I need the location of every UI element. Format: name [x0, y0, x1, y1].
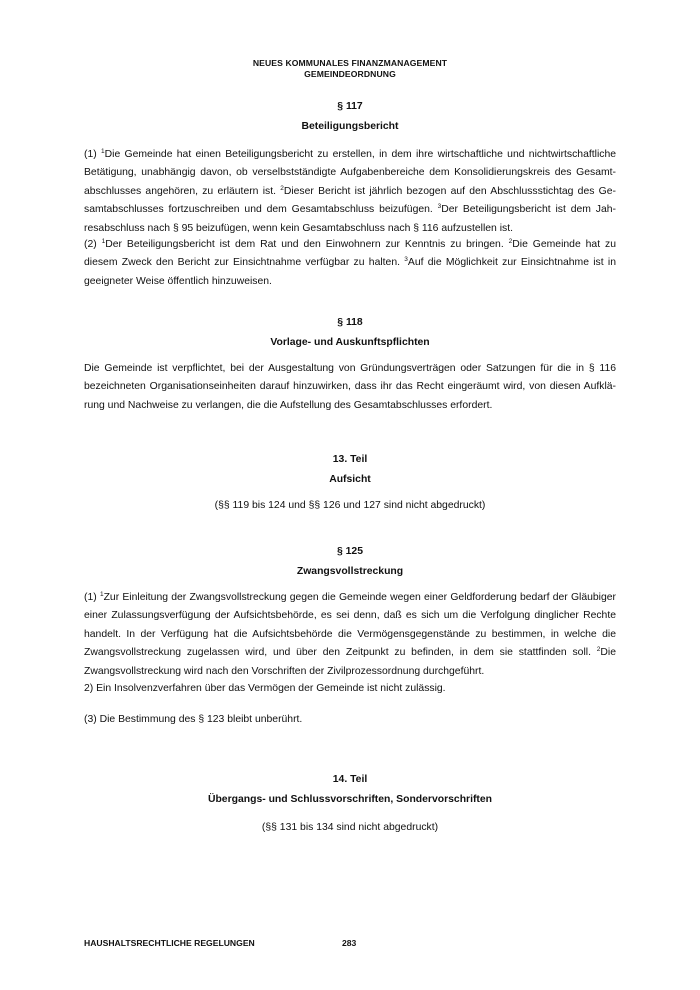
sentence-number: 3: [404, 256, 408, 264]
section-125-paragraph-3: (3) Die Bestimmung des § 123 bleibt unberührt.: [84, 714, 303, 725]
part-14-omission-note: (§§ 131 bis 134 sind nicht abgedruckt): [261, 822, 439, 833]
section-number: § 125: [336, 546, 363, 557]
paragraph-number: (1): [84, 149, 102, 160]
part-14-heading: [0, 770, 700, 810]
paragraph-number: (2): [84, 239, 102, 250]
part-number: 14. Teil: [332, 774, 368, 785]
sentence-number: 2: [508, 238, 513, 245]
running-footer-title: HAUSHALTSRECHTLICHE REGELUNGEN: [84, 938, 255, 948]
page-number: 283: [342, 938, 357, 948]
part-13-heading: [0, 450, 700, 490]
sentence-text: Dieser Bericht ist jährlich bezogen auf den Abschlussstichtag des Gesamtabschlusses fortzuschreiben und dem Gesamtabschluss beizufügen.: [84, 185, 616, 216]
paragraph-number: (1): [84, 592, 100, 603]
section-125-paragraph-2: 2) Ein Insolvenzverfahren über das Vermögen der Gemeinde ist nicht zulässig.: [84, 683, 446, 694]
header-line-1: NEUES KOMMUNALES FINANZMANAGEMENT: [252, 58, 448, 68]
section-118-text: Die Gemeinde ist verpflichtet, bei der Ausgestaltung von Gründungsverträgen oder Satzungen für die in § 116 bezeichneten Organisationseinheiten darauf hinzuwirken, dass ihr das Recht eingeräumt wird, von diesen Aufklärung und Nachweise zu verlangen, die die Aufstellung des Gesamtabschlusses erfordert.: [84, 363, 616, 411]
section-title: Beteiligungsbericht: [301, 121, 399, 132]
sentence-text: Der Beteiligungsbericht ist dem Jahresabschluss nach § 95 beizufügen, wenn kein Gesamtabschluss nach § 116 aufzustellen ist.: [84, 204, 616, 234]
sentence-number: 1: [99, 591, 104, 598]
section-number: § 117: [337, 101, 363, 112]
section-125-heading: [0, 542, 700, 582]
sentence-number: 3: [437, 203, 442, 211]
section-number: § 118: [337, 317, 363, 328]
section-title: Zwangsvollstreckung: [296, 566, 404, 577]
sentence-text: Die Gemeinde hat einen Beteiligungsbericht zu erstellen, in dem ihre wirtschaftliche und nichtwirtschaftliche Betätigung, unabhängig davon, ob verselbstständigte Aufgabenbereiche dem Konsolidierungskreis des Gesamtabschlusses angehören, zu erläutern ist.: [84, 149, 617, 197]
sentence-number: 1: [101, 238, 106, 245]
sentence-text: Der Beteiligungsbericht ist dem Rat und den Einwohnern zur Kenntnis zu bringen.: [105, 239, 509, 250]
running-header: [0, 58, 700, 80]
part-title: Aufsicht: [329, 474, 371, 485]
section-118-heading: [0, 313, 700, 353]
section-title: Vorlage- und Auskunftspflichten: [270, 337, 430, 348]
part-title: Übergangs- und Schlussvorschriften, Sondervorschriften: [207, 794, 493, 805]
sentence-number: 2: [280, 184, 284, 192]
sentence-text: Zur Einleitung der Zwangsvollstreckung gegen die Gemeinde wegen einer Geldforderung bedarf der Gläubiger einer Zulassungsverfügung der Aufsichtsbehörde, es sei denn, daß es sich um die Verfolgung dinglicher Rechte handelt. In der Verfügung hat die Aufsichtsbehörde die Vermögensgegenstände zu bestimmen, in welche die Zwangsvollstreckung zugelassen wird, und über den Zeitpunkt zu befinden, in dem sie stattfinden soll.: [84, 592, 616, 659]
header-line-2: GEMEINDEORDNUNG: [304, 69, 396, 79]
part-13-omission-note: (§§ 119 bis 124 und §§ 126 und 127 sind nicht abgedruckt): [214, 500, 486, 511]
sentence-text: Die Gemeinde hat zu diesem Zweck den Bericht zur Einsichtnahme verfügbar zu halten.: [84, 239, 616, 269]
sentence-number: 2: [596, 646, 601, 654]
section-117-paragraph-2: [84, 236, 616, 291]
sentence-text: Die Zwangsvollstreckung wird nach den Vorschriften der Zivilprozessordnung durchgeführt.: [84, 647, 616, 677]
sentence-number: 1: [101, 148, 105, 155]
section-117-heading: [0, 97, 700, 137]
section-117-paragraph-1: [84, 146, 616, 238]
section-125-paragraph-1: [84, 589, 616, 681]
sentence-text: Auf die Möglichkeit zur Einsichtnahme ist in geeigneter Weise öffentlich hinzuweisen.: [84, 257, 617, 287]
part-number: 13. Teil: [332, 454, 368, 465]
